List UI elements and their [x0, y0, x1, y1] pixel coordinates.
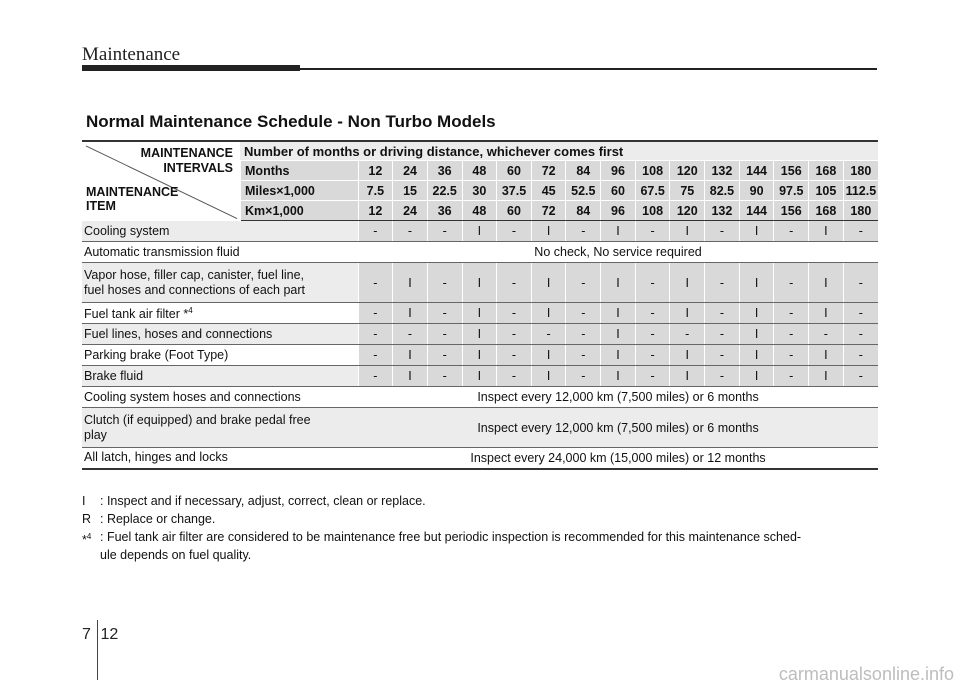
interval-cell: -: [809, 324, 844, 345]
interval-cell: -: [497, 263, 532, 303]
interval-cell: I: [739, 263, 774, 303]
interval-cell: -: [705, 345, 740, 366]
schedule-row: [82, 242, 878, 263]
intervals-corner-label: MAINTENANCE INTERVALS: [140, 146, 234, 175]
interval-cell: I: [670, 221, 705, 242]
interval-row-label: Months: [240, 161, 358, 181]
interval-cell: I: [601, 263, 636, 303]
interval-value: 156: [774, 161, 809, 181]
interval-cell: -: [393, 324, 428, 345]
interval-cell: I: [462, 263, 497, 303]
interval-row-label: Km×1,000: [240, 201, 358, 221]
interval-cell: I: [809, 221, 844, 242]
interval-value: 84: [566, 161, 601, 181]
interval-cell: -: [566, 221, 601, 242]
schedule-row: [82, 408, 878, 448]
item-name: Cooling system hoses and connections: [82, 387, 358, 408]
interval-value: 37.5: [497, 181, 532, 201]
schedule-row: [82, 345, 878, 366]
item-span-note: Inspect every 24,000 km (15,000 miles) or 12 months: [358, 448, 878, 469]
interval-value: 24: [393, 201, 428, 221]
interval-cell: I: [739, 324, 774, 345]
interval-cell: I: [531, 221, 566, 242]
schedule-row: [82, 303, 878, 324]
interval-cell: -: [497, 366, 532, 387]
interval-cell: I: [809, 345, 844, 366]
interval-value: 96: [601, 201, 636, 221]
interval-value: 22.5: [427, 181, 462, 201]
interval-cell: -: [427, 303, 462, 324]
interval-value: 24: [393, 161, 428, 181]
interval-cell: -: [635, 345, 670, 366]
interval-cell: -: [705, 263, 740, 303]
interval-cell: I: [809, 263, 844, 303]
interval-cell: -: [427, 263, 462, 303]
interval-cell: I: [462, 324, 497, 345]
interval-cell: -: [774, 345, 809, 366]
interval-cell: -: [774, 263, 809, 303]
interval-cell: I: [531, 303, 566, 324]
interval-cell: I: [601, 366, 636, 387]
interval-value: 84: [566, 201, 601, 221]
interval-cell: -: [705, 221, 740, 242]
interval-value: 156: [774, 201, 809, 221]
interval-cell: I: [393, 366, 428, 387]
interval-cell: -: [497, 221, 532, 242]
schedule-row: [82, 448, 878, 469]
interval-value: 45: [531, 181, 566, 201]
interval-cell: -: [358, 303, 393, 324]
interval-value: 120: [670, 201, 705, 221]
interval-value: 48: [462, 161, 497, 181]
interval-cell: I: [462, 221, 497, 242]
header-rule-thick: [82, 65, 300, 71]
note-key: *$^4$: [82, 532, 92, 548]
interval-value: 144: [739, 201, 774, 221]
interval-cell: -: [427, 345, 462, 366]
note-row: [82, 510, 882, 528]
legend-notes: [82, 492, 882, 564]
interval-cell: I: [601, 221, 636, 242]
interval-cell: I: [531, 366, 566, 387]
interval-value: 112.5: [843, 181, 878, 201]
interval-cell: -: [531, 324, 566, 345]
interval-cell: -: [774, 303, 809, 324]
interval-cell: I: [809, 303, 844, 324]
interval-cell: -: [566, 345, 601, 366]
interval-cell: -: [358, 366, 393, 387]
maintenance-schedule-table: [82, 140, 878, 470]
item-name: All latch, hinges and locks: [82, 448, 358, 469]
interval-cell: I: [462, 345, 497, 366]
interval-value: 90: [739, 181, 774, 201]
schedule-row: [82, 324, 878, 345]
interval-value: 48: [462, 201, 497, 221]
item-name: Fuel tank air filter *$^4$: [82, 303, 358, 324]
interval-cell: I: [601, 303, 636, 324]
interval-cell: I: [739, 303, 774, 324]
interval-value: 52.5: [566, 181, 601, 201]
interval-cell: -: [635, 263, 670, 303]
item-span-note: Inspect every 12,000 km (7,500 miles) or 6 months: [358, 387, 878, 408]
interval-value: 60: [497, 161, 532, 181]
interval-cell: -: [774, 221, 809, 242]
interval-value: 72: [531, 161, 566, 181]
interval-cell: I: [739, 366, 774, 387]
interval-cell: -: [843, 345, 878, 366]
interval-value: 120: [670, 161, 705, 181]
interval-value: 105: [809, 181, 844, 201]
interval-value: 7.5: [358, 181, 393, 201]
section-title: Maintenance: [82, 44, 181, 65]
interval-cell: I: [739, 345, 774, 366]
interval-cell: I: [393, 345, 428, 366]
page-number-value: 12: [100, 626, 119, 643]
schedule-row: [82, 263, 878, 303]
footnote-marker: 4: [188, 306, 193, 316]
interval-value: 72: [531, 201, 566, 221]
interval-cell: I: [462, 303, 497, 324]
header-rule-thin: [300, 68, 877, 70]
schedule-row: [82, 366, 878, 387]
interval-row-label: Miles×1,000: [240, 181, 358, 201]
interval-cell: I: [462, 366, 497, 387]
interval-value: 75: [670, 181, 705, 201]
interval-header-title: Number of months or driving distance, whichever comes first: [240, 141, 878, 161]
item-name: Brake fluid: [82, 366, 358, 387]
interval-cell: -: [670, 324, 705, 345]
interval-cell: I: [670, 263, 705, 303]
interval-cell: -: [427, 221, 462, 242]
interval-cell: -: [635, 221, 670, 242]
interval-cell: -: [843, 221, 878, 242]
interval-value: 30: [462, 181, 497, 201]
interval-cell: -: [497, 303, 532, 324]
interval-cell: -: [358, 345, 393, 366]
interval-cell: I: [601, 345, 636, 366]
note-key: I: [82, 494, 86, 508]
interval-value: 168: [809, 201, 844, 221]
note-row: [82, 528, 882, 564]
interval-cell: -: [843, 303, 878, 324]
interval-cell: -: [566, 324, 601, 345]
interval-cell: -: [497, 324, 532, 345]
interval-cell: -: [843, 263, 878, 303]
interval-cell: -: [427, 324, 462, 345]
interval-value: 132: [705, 161, 740, 181]
interval-cell: -: [705, 324, 740, 345]
interval-value: 36: [427, 161, 462, 181]
interval-value: 12: [358, 201, 393, 221]
item-name: Cooling system: [82, 221, 358, 242]
interval-cell: -: [566, 366, 601, 387]
interval-value: 60: [497, 201, 532, 221]
note-key: R: [82, 512, 92, 526]
chapter-number: 7: [82, 626, 91, 643]
interval-cell: -: [566, 303, 601, 324]
interval-cell: I: [670, 303, 705, 324]
interval-value: 180: [843, 161, 878, 181]
interval-cell: I: [531, 345, 566, 366]
schedule-row: [82, 387, 878, 408]
item-span-note: Inspect every 12,000 km (7,500 miles) or 6 months: [358, 408, 878, 448]
interval-value: 108: [635, 201, 670, 221]
interval-cell: -: [705, 303, 740, 324]
interval-cell: -: [358, 324, 393, 345]
note-text: : Replace or change.: [100, 512, 216, 526]
item-name: Vapor hose, filler cap, canister, fuel line, fuel hoses and connections of each part: [82, 263, 358, 303]
page-number-divider: [97, 620, 98, 680]
interval-cell: I: [393, 263, 428, 303]
interval-cell: I: [393, 303, 428, 324]
note-text: : Fuel tank air filter are considered to be maintenance free but periodic inspection is recommended for this maintenance sched- ule depends on fuel quality.: [100, 530, 802, 562]
interval-cell: I: [531, 263, 566, 303]
interval-cell: -: [393, 221, 428, 242]
interval-cell: -: [497, 345, 532, 366]
interval-value: 67.5: [635, 181, 670, 201]
footnote-marker: 4: [86, 532, 92, 541]
interval-value: 15: [393, 181, 428, 201]
item-corner-label: MAINTENANCE ITEM: [86, 184, 179, 213]
interval-value: 60: [601, 181, 636, 201]
interval-value: 82.5: [705, 181, 740, 201]
interval-cell: I: [670, 345, 705, 366]
interval-cell: -: [705, 366, 740, 387]
interval-cell: -: [358, 263, 393, 303]
interval-cell: I: [809, 366, 844, 387]
interval-cell: I: [739, 221, 774, 242]
note-text: : Inspect and if necessary, adjust, correct, clean or replace.: [100, 494, 426, 508]
interval-value: 144: [739, 161, 774, 181]
item-name: Parking brake (Foot Type): [82, 345, 358, 366]
interval-value: 168: [809, 161, 844, 181]
interval-cell: -: [635, 324, 670, 345]
interval-cell: -: [774, 324, 809, 345]
interval-value: 97.5: [774, 181, 809, 201]
header-corner-cell: [82, 141, 240, 221]
page-number: [82, 626, 118, 644]
interval-cell: -: [427, 366, 462, 387]
item-name: Fuel lines, hoses and connections: [82, 324, 358, 345]
schedule-row: [82, 221, 878, 242]
interval-cell: -: [843, 366, 878, 387]
item-name: Automatic transmission fluid: [82, 242, 358, 263]
item-name: Clutch (if equipped) and brake pedal free play: [82, 408, 358, 448]
interval-value: 180: [843, 201, 878, 221]
interval-value: 12: [358, 161, 393, 181]
interval-cell: -: [635, 303, 670, 324]
interval-cell: I: [601, 324, 636, 345]
interval-cell: -: [774, 366, 809, 387]
interval-cell: -: [635, 366, 670, 387]
interval-value: 36: [427, 201, 462, 221]
interval-value: 96: [601, 161, 636, 181]
schedule-heading: Normal Maintenance Schedule - Non Turbo Models: [86, 112, 496, 131]
watermark: carmanualsonline.info: [778, 664, 954, 684]
interval-cell: I: [670, 366, 705, 387]
interval-cell: -: [843, 324, 878, 345]
item-span-note: No check, No service required: [358, 242, 878, 263]
interval-value: 132: [705, 201, 740, 221]
interval-cell: -: [358, 221, 393, 242]
interval-cell: -: [566, 263, 601, 303]
interval-value: 108: [635, 161, 670, 181]
note-row: [82, 492, 882, 510]
